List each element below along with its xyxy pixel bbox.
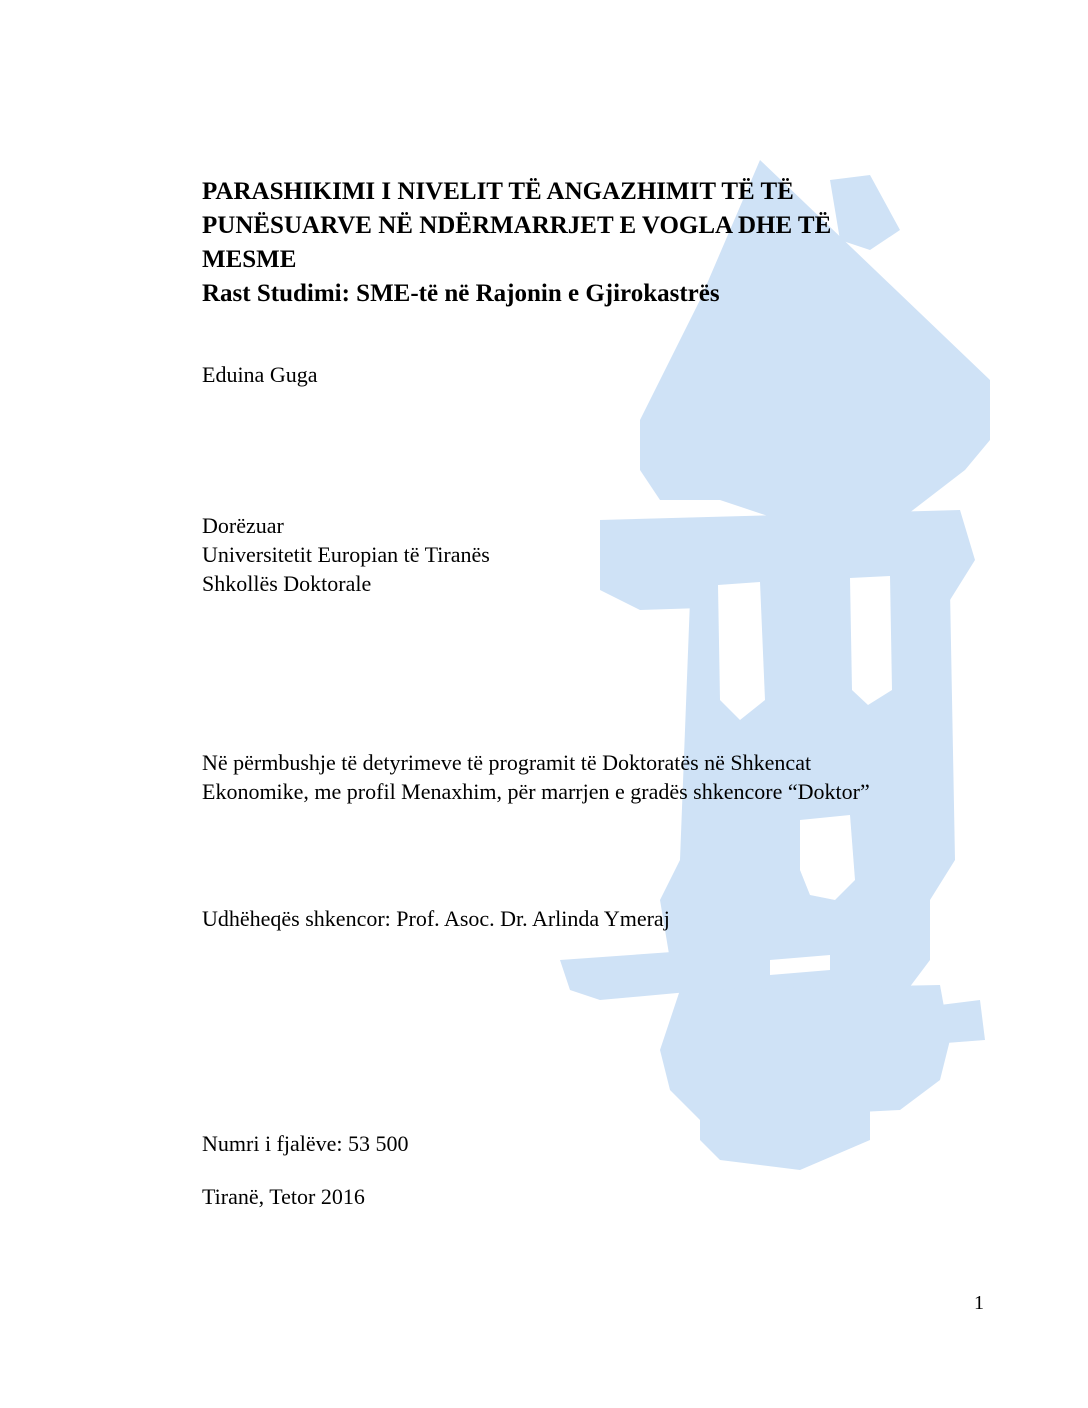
purpose-line-2: Ekonomike, me profil Menaxhim, për marrjen e gradës shkencore “Doktor” xyxy=(202,779,870,804)
word-count: Numri i fjalëve: 53 500 xyxy=(202,1131,409,1156)
submitted-line-3: Shkollës Doktorale xyxy=(202,571,372,596)
title-line-3: MESME xyxy=(202,246,297,273)
thesis-title xyxy=(202,175,982,311)
supervisor: Udhëheqës shkencor: Prof. Asoc. Dr. Arlinda Ymeraj xyxy=(202,906,670,931)
subtitle: Rast Studimi: SME-të në Rajonin e Gjirokastrës xyxy=(202,280,720,307)
place-date: Tiranë, Tetor 2016 xyxy=(202,1184,365,1209)
title-line-2: PUNËSUARVE NË NDËRMARRJET E VOGLA DHE TË xyxy=(202,212,832,239)
author-name: Eduina Guga xyxy=(202,362,318,387)
purpose-line-1: Në përmbushje të detyrimeve të programit të Doktoratës në Shkencat xyxy=(202,750,812,775)
title-line-1: PARASHIKIMI I NIVELIT TË ANGAZHIMIT TË TË xyxy=(202,178,794,205)
page-number: 1 xyxy=(974,1292,984,1314)
submitted-line-2: Universitetit Europian të Tiranës xyxy=(202,542,490,567)
submitted-line-1: Dorëzuar xyxy=(202,513,284,538)
